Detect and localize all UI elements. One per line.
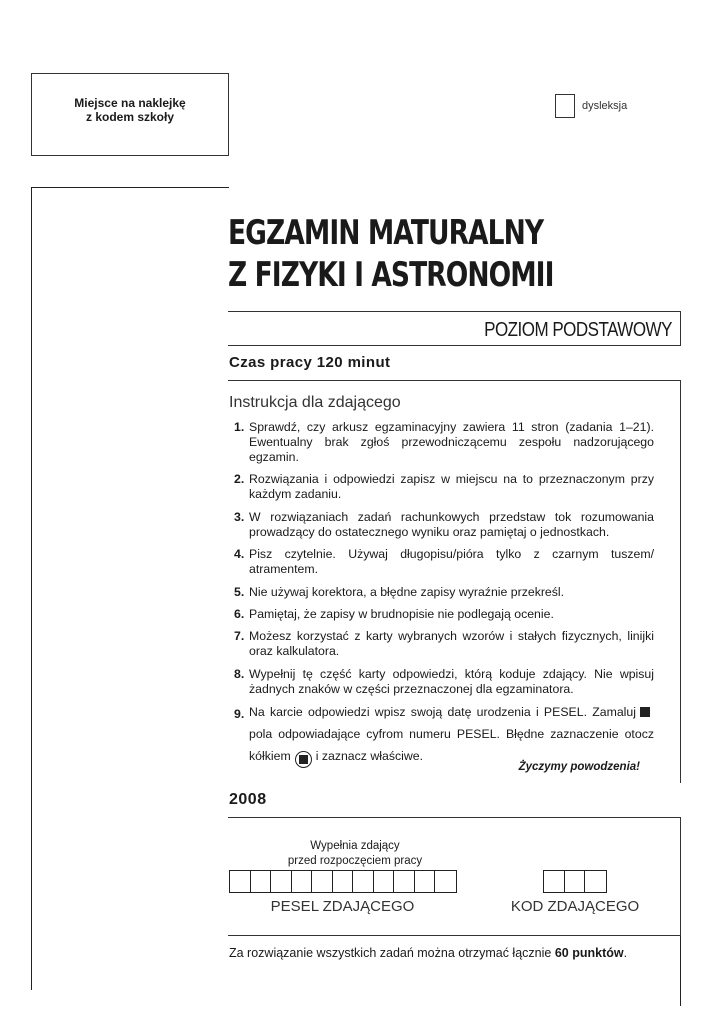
instruction-number: 5.	[234, 584, 245, 599]
pesel-label: PESEL ZDAJĄCEGO	[270, 898, 415, 915]
dyslexia-label: dysleksja	[582, 100, 628, 112]
exam-duration: Czas pracy 120 minut	[229, 354, 391, 371]
points-suffix: .	[623, 946, 628, 960]
school-code-sticker-box	[31, 73, 229, 156]
pesel-digit-cell[interactable]	[435, 871, 456, 892]
instruction-number: 2.	[234, 472, 245, 487]
instruction-number: 8.	[234, 666, 245, 681]
frame-top-line	[31, 187, 229, 188]
points-prefix: Za rozwiązanie wszystkich zadań można otrzymać łącznie	[229, 946, 552, 960]
pesel-field[interactable]	[229, 870, 457, 893]
student-code-field[interactable]	[543, 870, 607, 893]
instruction-text: Nie używaj korektora, a błędne zapisy wyraźnie przekreśl.	[249, 584, 565, 599]
pesel-digit-cell[interactable]	[292, 871, 313, 892]
instruction-number: 9.	[234, 707, 245, 722]
sticker-label-line1: Miejsce na naklejkę	[74, 96, 186, 110]
exam-title-line2: Z FIZYKI I ASTRONOMII	[228, 255, 554, 295]
instruction-text: W rozwiązaniach zadań rachunkowych przedstaw tok rozumowania prowadzący do ostatecznego wyniku oraz pamiętaj o jednostkach.	[249, 509, 654, 539]
code-digit-cell[interactable]	[565, 871, 586, 892]
total-points-note	[229, 946, 627, 960]
frame-right-line	[680, 936, 681, 1006]
instructions-list	[234, 420, 654, 776]
instruction-text: Wypełnij tę część karty odpowiedzi, którą koduje zdający. Nie wpisuj żadnych znaków w części przeznaczonej dla egzaminatora.	[249, 666, 654, 696]
pesel-digit-cell[interactable]	[230, 871, 251, 892]
instruction-text: Pisz czytelnie. Używaj długopisu/pióra tylko z czarnym tuszem/ atramentem.	[249, 547, 654, 577]
dyslexia-checkbox[interactable]	[555, 94, 575, 118]
filled-square-icon	[299, 755, 308, 764]
pesel-digit-cell[interactable]	[394, 871, 415, 892]
instruction-item-pesel	[234, 704, 654, 768]
instruction-item	[234, 472, 654, 502]
pesel-digit-cell[interactable]	[251, 871, 272, 892]
instruction-item	[234, 547, 654, 577]
frame-left-line	[31, 187, 32, 990]
instruction-text: Sprawdź, czy arkusz egzaminacyjny zawiera 11 stron (zadania 1–21). Ewentualny brak zgłoś przewodniczącemu zespołu nadzorującego egzamin.	[249, 420, 654, 464]
instruction-number: 3.	[234, 509, 245, 524]
exam-title-line1: EGZAMIN MATURALNY	[228, 213, 544, 253]
instruction-number: 1.	[234, 420, 245, 434]
instructions-title: Instrukcja dla zdającego	[229, 394, 401, 411]
exam-level: POZIOM PODSTAWOWY	[484, 319, 672, 341]
instruction-text-part3: i zaznacz właściwe.	[315, 749, 423, 764]
sticker-label-line2: z kodem szkoły	[85, 110, 175, 124]
pesel-digit-cell[interactable]	[415, 871, 436, 892]
filled-square-icon	[640, 707, 650, 717]
pesel-digit-cell[interactable]	[353, 871, 374, 892]
exam-title	[228, 212, 554, 296]
instruction-number: 6.	[234, 606, 245, 621]
exam-year: 2008	[229, 791, 267, 808]
instruction-item	[234, 585, 654, 600]
student-code-label: KOD ZDAJĄCEGO	[510, 898, 640, 915]
instruction-number: 7.	[234, 629, 245, 644]
fill-note	[260, 839, 450, 869]
instruction-text: Rozwiązania i odpowiedzi zapisz w miejscu na to przeznaczonym przy każdym zadaniu.	[249, 472, 654, 502]
instruction-text-part2: pola odpowiadające cyfrom numeru PESEL. Błędne zaznaczenie otocz kółkiem	[249, 727, 654, 764]
level-box	[228, 311, 681, 346]
instruction-item	[234, 607, 654, 622]
fill-note-line1: Wypełnia zdający	[310, 840, 400, 852]
pesel-digit-cell[interactable]	[271, 871, 292, 892]
pesel-digit-cell[interactable]	[374, 871, 395, 892]
instruction-number: 4.	[234, 547, 245, 562]
instruction-text: Pamiętaj, że zapisy w brudnopisie nie podlegają ocenie.	[249, 606, 554, 621]
instruction-item	[234, 420, 654, 465]
good-luck-text: Życzymy powodzenia!	[518, 761, 640, 773]
instruction-text-part1: Na karcie odpowiedzi wpisz swoją datę urodzenia i PESEL. Zamaluj	[249, 705, 636, 720]
points-value: 60 punktów	[554, 946, 624, 960]
code-digit-cell[interactable]	[585, 871, 606, 892]
pesel-digit-cell[interactable]	[333, 871, 354, 892]
pesel-digit-cell[interactable]	[312, 871, 333, 892]
fill-note-line2: przed rozpoczęciem pracy	[287, 855, 423, 867]
circled-square-icon	[295, 751, 312, 768]
instruction-item	[234, 667, 654, 697]
instruction-item	[234, 629, 654, 659]
code-digit-cell[interactable]	[544, 871, 565, 892]
instruction-item	[234, 510, 654, 540]
instruction-text: Możesz korzystać z karty wybranych wzorów i stałych fizycznych, linijki oraz kalkulatora.	[249, 629, 654, 659]
instruction-text	[249, 701, 654, 768]
